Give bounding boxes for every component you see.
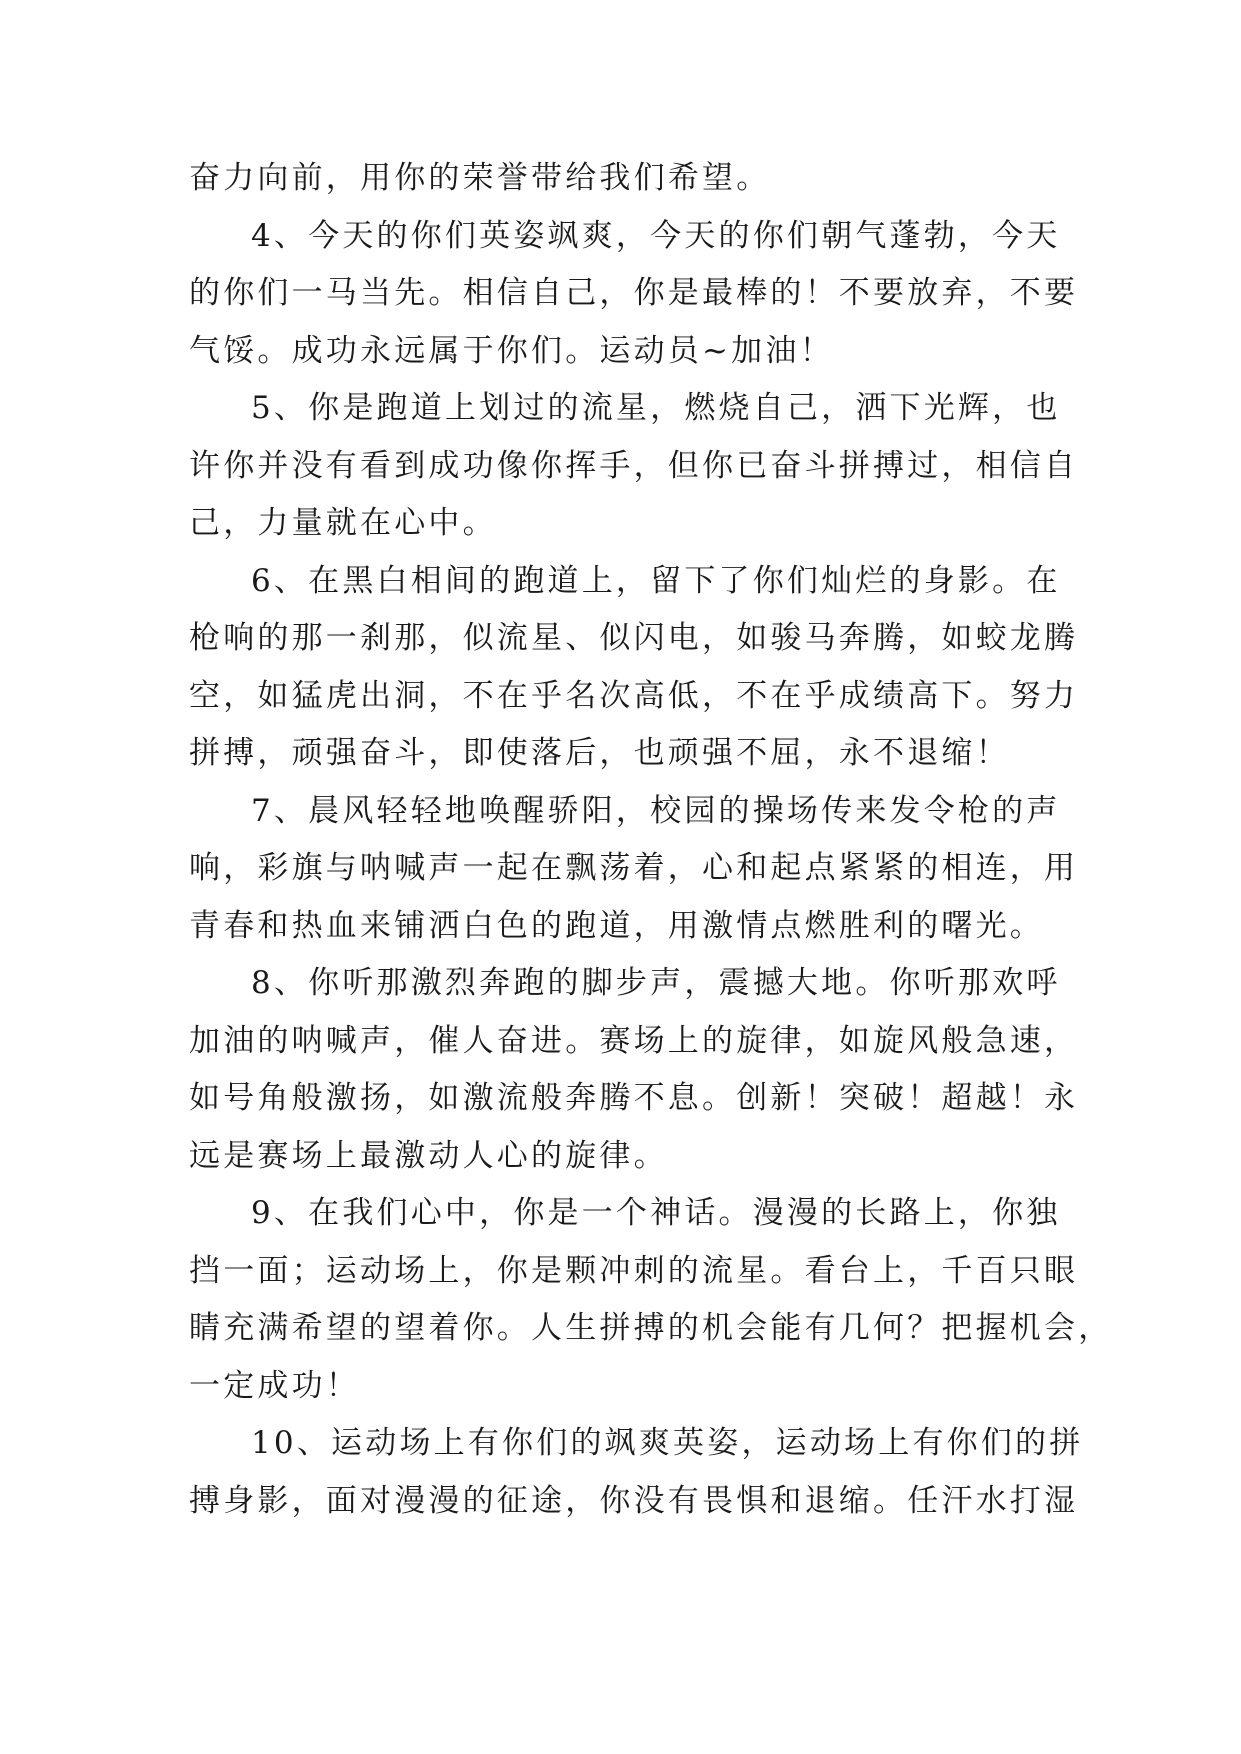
text-line: 加油的呐喊声，催人奋进。赛场上的旋律，如旋风般急速， xyxy=(189,1022,1079,1059)
text-line: 的你们一马当先。相信自己，你是最棒的！不要放弃，不要 xyxy=(189,275,1079,311)
text-line: 响，彩旗与呐喊声一起在飘荡着，心和起点紧紧的相连，用 xyxy=(189,850,1079,886)
text-line: 8、你听那激烈奔跑的脚步声，震撼大地。你听那欢呼 xyxy=(251,965,1061,1001)
text-line: 如号角般激扬，如激流般奔腾不息。创新！突破！超越！永 xyxy=(189,1080,1079,1116)
text-line: 许你并没有看到成功像你挥手，但你已奋斗拼搏过，相信自 xyxy=(189,447,1079,484)
text-line: 5、你是跑道上划过的流星，燃烧自己，洒下光辉，也 xyxy=(251,390,1061,426)
text-line: 青春和热血来铺洒白色的跑道，用激情点燃胜利的曙光。 xyxy=(189,907,1044,944)
text-line: 远是赛场上最激动人心的旋律。 xyxy=(189,1137,668,1174)
text-line: 搏身影，面对漫漫的征途，你没有畏惧和退缩。任汗水打湿 xyxy=(189,1482,1079,1519)
text-line: 奋力向前，用你的荣誉带给我们希望。 xyxy=(189,160,771,196)
text-line: 气馁。成功永远属于你们。运动员~加油！ xyxy=(189,332,834,369)
text-line: 10、运动场上有你们的飒爽英姿，运动场上有你们的拼 xyxy=(251,1425,1084,1461)
text-line: 6、在黑白相间的跑道上，留下了你们灿烂的身影。在 xyxy=(251,562,1061,599)
text-line: 9、在我们心中，你是一个神话。漫漫的长路上，你独 xyxy=(251,1195,1061,1231)
text-line: 一定成功！ xyxy=(189,1367,360,1404)
text-line: 4、今天的你们英姿飒爽，今天的你们朝气蓬勃，今天 xyxy=(251,217,1061,254)
text-line: 拼搏，顽强奋斗，即使落后，也顽强不屈，永不退缩！ xyxy=(189,735,1010,771)
text-line: 睛充满希望的望着你。人生拼搏的机会能有几何？把握机会， xyxy=(189,1310,1113,1346)
document-body xyxy=(189,150,1113,1530)
text-line: 空，如猛虎出洞，不在乎名次高低，不在乎成绩高下。努力 xyxy=(189,677,1079,714)
text-line: 枪响的那一刹那，似流星、似闪电，如骏马奔腾，如蛟龙腾 xyxy=(189,620,1079,656)
text-line: 己，力量就在心中。 xyxy=(189,505,497,541)
text-line: 7、晨风轻轻地唤醒骄阳，校园的操场传来发令枪的声 xyxy=(251,792,1061,829)
text-line: 挡一面；运动场上，你是颗冲刺的流星。看台上，千百只眼 xyxy=(189,1252,1079,1289)
